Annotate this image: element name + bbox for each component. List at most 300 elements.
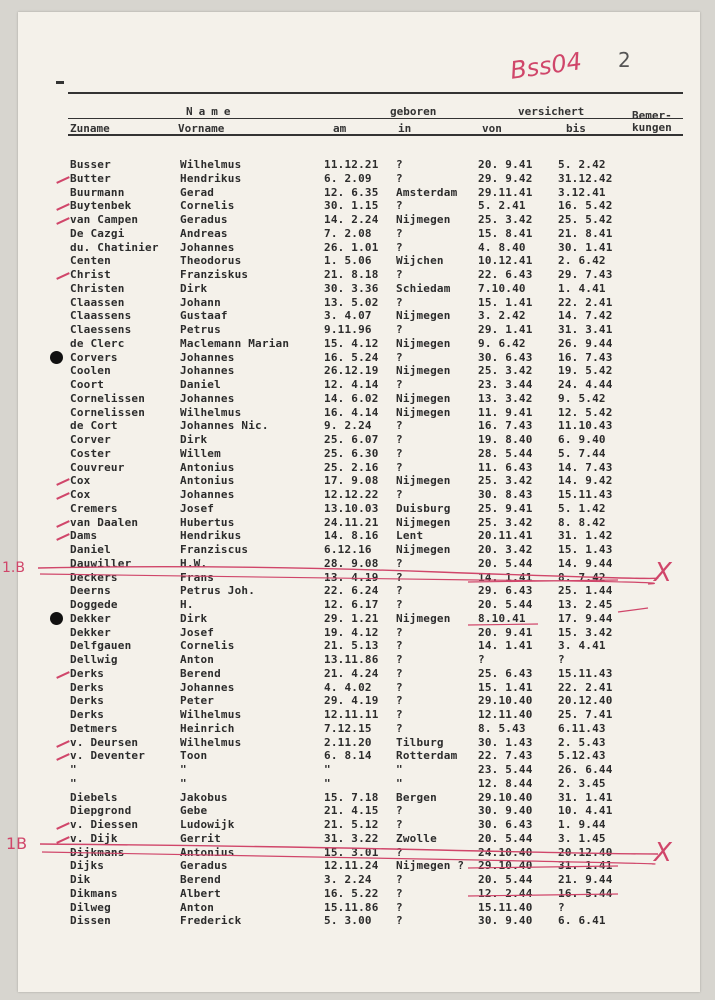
given-name-cell: Johannes (180, 488, 235, 501)
insured-from-cell: 15.11.40 (478, 900, 533, 914)
table-row (18, 791, 700, 805)
insured-to-cell: 22. 2.41 (558, 295, 613, 309)
birth-date-cell: 24.11.21 (324, 515, 379, 529)
header-given: Vorname (178, 122, 225, 135)
header-to: bis (566, 122, 586, 135)
given-name-cell: Peter (180, 694, 215, 708)
given-name-cell: Johannes (180, 680, 235, 694)
insured-to-cell: 3.12.41 (558, 185, 606, 199)
birth-place-cell: ? (396, 914, 403, 928)
header-born-group: geboren (390, 105, 437, 118)
birth-place-cell: Schiedam (396, 281, 451, 295)
insured-to-cell: 14. 7.42 (558, 309, 613, 323)
insured-from-cell: 25. 3.42 (478, 515, 533, 529)
table-row (18, 736, 700, 750)
insured-to-cell: 20.12.40 (558, 694, 613, 708)
insured-to-cell: 6.11.43 (558, 721, 606, 735)
birth-date-cell: 6. 8.14 (324, 749, 372, 763)
surname-cell: Derks (70, 666, 105, 680)
header-rule-bottom (68, 134, 683, 136)
table-row (18, 859, 700, 873)
birth-place-cell: ? (396, 446, 403, 460)
table-row (18, 612, 700, 626)
table-row (18, 557, 700, 571)
birth-place-cell: Nijmegen (396, 391, 451, 405)
insured-from-cell: 16. 7.43 (478, 419, 533, 433)
insured-from-cell: 28. 5.44 (478, 446, 533, 460)
birth-place-cell: Tilburg (396, 735, 444, 749)
red-tick-mark (56, 176, 70, 184)
surname-cell: de Clerc (70, 336, 125, 350)
birth-date-cell: 19. 4.12 (324, 625, 379, 639)
birth-date-cell: 30. 3.36 (324, 281, 379, 295)
punch-hole (50, 351, 63, 364)
surname-cell: Cremers (70, 501, 118, 515)
birth-date-cell: 16. 4.14 (324, 405, 379, 419)
birth-place-cell: ? (396, 900, 403, 914)
insured-to-cell: 31. 1.41 (558, 790, 613, 804)
insured-to-cell: 12. 5.42 (558, 405, 613, 419)
insured-from-cell: 20. 5.44 (478, 598, 533, 611)
insured-from-cell: 15. 1.41 (478, 295, 533, 309)
insured-to-cell: 25. 5.42 (558, 213, 613, 226)
table-row (18, 887, 700, 901)
insured-to-cell: 16. 5.42 (558, 199, 613, 213)
insured-to-cell: 5. 2.42 (558, 158, 606, 171)
surname-cell: Dauwiller (70, 556, 132, 570)
birth-place-cell: ? (396, 818, 403, 831)
surname-cell: Cox (70, 474, 91, 488)
given-name-cell: Dirk (180, 433, 208, 446)
table-row (18, 364, 700, 378)
birth-date-cell: 26. 1.01 (324, 240, 379, 254)
table-row (18, 584, 700, 598)
surname-cell: van Daalen (70, 515, 139, 529)
birth-place-cell: ? (396, 226, 403, 240)
insured-to-cell: 15.11.43 (558, 488, 613, 501)
insured-to-cell: 10. 4.41 (558, 804, 613, 818)
surname-cell: " (70, 763, 77, 776)
surname-cell: de Cort (70, 419, 118, 433)
surname-cell: Centen (70, 254, 111, 268)
given-name-cell: Petrus Joh. (180, 584, 256, 598)
insured-from-cell: 30. 8.43 (478, 488, 533, 501)
table-row (18, 461, 700, 475)
table-row (18, 653, 700, 667)
birth-date-cell: " (324, 776, 331, 790)
table-row (18, 722, 700, 736)
birth-date-cell: 12. 6.35 (324, 185, 379, 199)
birth-place-cell: ? (396, 433, 403, 446)
birth-date-cell: 13. 4.19 (324, 570, 379, 584)
given-name-cell: Gerad (180, 185, 215, 199)
red-tick-mark (56, 671, 70, 679)
insured-from-cell: 29. 9.42 (478, 171, 533, 185)
birth-place-cell: Nijmegen (396, 474, 451, 488)
header-insured-group: versichert (518, 105, 585, 118)
insured-from-cell: ? (478, 653, 485, 666)
birth-date-cell: 6.12.16 (324, 543, 372, 556)
insured-to-cell: 30. 1.41 (558, 240, 613, 254)
insured-from-cell: 20. 5.44 (478, 873, 533, 886)
insured-to-cell: 15.11.43 (558, 666, 613, 680)
birth-date-cell: 15.11.86 (324, 900, 379, 914)
table-row (18, 639, 700, 653)
red-tick-mark (56, 217, 70, 225)
table-row (18, 598, 700, 612)
birth-date-cell: 4. 4.02 (324, 680, 372, 694)
birth-place-cell: ? (396, 199, 403, 213)
surname-cell: Christen (70, 281, 125, 295)
insured-from-cell: 19. 8.40 (478, 433, 533, 446)
birth-date-cell: 16. 5.24 (324, 350, 379, 364)
surname-cell: Dellwig (70, 653, 118, 666)
header-born-in: in (398, 122, 412, 135)
surname-cell: " (70, 776, 77, 790)
given-name-cell: Gebe (180, 804, 208, 818)
insured-to-cell: ? (558, 653, 565, 666)
insured-from-cell: 8. 5.43 (478, 721, 526, 735)
birth-date-cell: 16. 5.22 (324, 886, 379, 900)
header-born-on: am (333, 122, 347, 135)
birth-date-cell: 26.12.19 (324, 364, 379, 378)
surname-cell: Dissen (70, 914, 111, 928)
given-name-cell: Wilhelmus (180, 405, 242, 419)
birth-date-cell: 3. 2.24 (324, 873, 372, 886)
insured-to-cell: 16. 7.43 (558, 350, 613, 364)
given-name-cell: Wilhelmus (180, 708, 242, 721)
insured-to-cell: 29. 7.43 (558, 268, 613, 281)
insured-from-cell: 22. 7.43 (478, 749, 533, 763)
table-row (18, 392, 700, 406)
given-name-cell: Geradus (180, 213, 228, 226)
insured-from-cell: 10.12.41 (478, 254, 533, 268)
birth-place-cell: ? (396, 680, 403, 694)
given-name-cell: Andreas (180, 226, 228, 240)
birth-place-cell: ? (396, 584, 403, 598)
surname-cell: Detmers (70, 721, 118, 735)
surname-cell: Derks (70, 708, 105, 721)
insured-to-cell: 20.12.40 (558, 845, 613, 859)
given-name-cell: Anton (180, 653, 215, 666)
birth-date-cell: 21. 4.24 (324, 666, 379, 680)
birth-date-cell: 14. 6.02 (324, 391, 379, 405)
insured-from-cell: 4. 8.40 (478, 240, 526, 254)
insured-to-cell: 15. 1.43 (558, 543, 613, 556)
surname-cell: Cox (70, 488, 91, 501)
insured-to-cell: 3. 1.45 (558, 831, 606, 845)
header-rule-top (68, 92, 683, 94)
table-row (18, 708, 700, 722)
insured-to-cell: 8. 8.42 (558, 515, 606, 529)
archive-number-annotation: Bss04 (508, 47, 584, 85)
given-name-cell: Hubertus (180, 515, 235, 529)
insured-from-cell: 29. 6.43 (478, 584, 533, 598)
surname-cell: Diebels (70, 790, 118, 804)
table-row (18, 516, 700, 530)
table-row (18, 667, 700, 681)
surname-cell: Derks (70, 680, 105, 694)
birth-date-cell: 13.10.03 (324, 501, 379, 515)
birth-place-cell: ? (396, 639, 403, 653)
given-name-cell: Theodorus (180, 254, 242, 268)
insured-to-cell: 5. 1.42 (558, 501, 606, 515)
given-name-cell: Heinrich (180, 721, 235, 735)
insured-from-cell: 7.10.40 (478, 281, 526, 295)
insured-from-cell: 29. 1.41 (478, 323, 533, 336)
table-row (18, 832, 700, 846)
birth-date-cell: 30. 1.15 (324, 199, 379, 213)
given-name-cell: Cornelis (180, 639, 235, 653)
surname-cell: Corvers (70, 350, 118, 364)
insured-from-cell: 30. 1.43 (478, 735, 533, 749)
given-name-cell: Johannes (180, 364, 235, 378)
birth-place-cell: ? (396, 804, 403, 818)
insured-to-cell: 14. 7.43 (558, 460, 613, 474)
birth-place-cell: Duisburg (396, 501, 451, 515)
birth-date-cell: 15. 3.01 (324, 845, 379, 859)
table-row (18, 213, 700, 227)
surname-cell: Dekker (70, 625, 111, 639)
surname-cell: v. Diessen (70, 818, 139, 831)
birth-place-cell: ? (396, 694, 403, 708)
insured-to-cell: 31.12.42 (558, 171, 613, 185)
birth-place-cell: Bergen (396, 790, 437, 804)
insured-to-cell: 15. 3.42 (558, 625, 613, 639)
insured-to-cell: 14. 9.42 (558, 474, 613, 488)
table-row (18, 846, 700, 860)
insured-to-cell: 5. 7.44 (558, 446, 606, 460)
given-name-cell: H. (180, 598, 194, 611)
birth-date-cell: 9.11.96 (324, 323, 372, 336)
birth-date-cell: 15. 7.18 (324, 790, 379, 804)
table-row (18, 268, 700, 282)
table-row (18, 282, 700, 296)
header-name-group: Name (186, 105, 237, 118)
birth-place-cell: Rotterdam (396, 749, 458, 763)
surname-cell: Coster (70, 446, 111, 460)
insured-from-cell: 14. 1.41 (478, 570, 533, 584)
insured-to-cell: 16. 5.44 (558, 886, 613, 900)
insured-from-cell: 20.11.41 (478, 529, 533, 543)
insured-from-cell: 12. 8.44 (478, 776, 533, 790)
birth-place-cell: ? (396, 350, 403, 364)
given-name-cell: Albert (180, 886, 221, 900)
table-row (18, 186, 700, 200)
insured-from-cell: 13. 3.42 (478, 391, 533, 405)
birth-date-cell: 29. 1.21 (324, 611, 379, 625)
surname-cell: Cornelissen (70, 391, 146, 405)
birth-date-cell: 22. 6.24 (324, 584, 379, 598)
header-rule-mid (68, 118, 683, 119)
surname-cell: Deckers (70, 570, 118, 584)
table-row (18, 254, 700, 268)
surname-cell: Christ (70, 268, 111, 281)
punch-hole (50, 612, 63, 625)
birth-date-cell: 31. 3.22 (324, 831, 379, 845)
given-name-cell: Maclemann Marian (180, 336, 290, 350)
insured-to-cell: 31. 1.42 (558, 529, 613, 543)
insured-from-cell: 29.10.40 (478, 859, 533, 873)
insured-from-cell: 11. 6.43 (478, 460, 533, 474)
birth-place-cell: Nijmegen (396, 515, 451, 529)
birth-date-cell: 25. 6.30 (324, 446, 379, 460)
given-name-cell: Dirk (180, 611, 208, 625)
insured-from-cell: 12.11.40 (478, 708, 533, 721)
table-row (18, 763, 700, 777)
insured-from-cell: 30. 6.43 (478, 350, 533, 364)
surname-cell: Dik (70, 873, 91, 886)
insured-to-cell: 31. 1.41 (558, 859, 613, 873)
birth-place-cell: ? (396, 240, 403, 254)
insured-from-cell: 3. 2.42 (478, 309, 526, 323)
table-row (18, 901, 700, 915)
given-name-cell: Cornelis (180, 199, 235, 213)
margin-mark (56, 81, 64, 84)
given-name-cell: Berend (180, 666, 221, 680)
birth-date-cell: 29. 4.19 (324, 694, 379, 708)
given-name-cell: H.W. (180, 556, 208, 570)
insured-to-cell: 24. 4.44 (558, 378, 613, 391)
birth-date-cell: 28. 9.08 (324, 556, 379, 570)
table-row (18, 571, 700, 585)
birth-date-cell: 12. 4.14 (324, 378, 379, 391)
surname-cell: De Cazgi (70, 226, 125, 240)
birth-date-cell: 13.11.86 (324, 653, 379, 666)
insured-from-cell: 25. 3.42 (478, 213, 533, 226)
table-row (18, 529, 700, 543)
red-tick-mark (56, 533, 70, 541)
given-name-cell: Hendrikus (180, 529, 242, 543)
birth-place-cell: Nijmegen (396, 611, 451, 625)
birth-place-cell: ? (396, 488, 403, 501)
insured-to-cell: 17. 9.44 (558, 611, 613, 625)
given-name-cell: Hendrikus (180, 171, 242, 185)
given-name-cell: Anton (180, 900, 215, 914)
surname-cell: v. Deursen (70, 735, 139, 749)
table-row (18, 626, 700, 640)
birth-place-cell: Nijmegen (396, 336, 451, 350)
insured-to-cell: 25. 7.41 (558, 708, 613, 721)
insured-from-cell: 30. 9.40 (478, 914, 533, 928)
birth-date-cell: 21. 5.13 (324, 639, 379, 653)
document-page (2, 12, 700, 992)
table-row (18, 873, 700, 887)
surname-cell: Doggede (70, 598, 118, 611)
insured-from-cell: 24.10.40 (478, 845, 533, 859)
surname-cell: Dikmans (70, 886, 118, 900)
birth-date-cell: 2.11.20 (324, 735, 372, 749)
table-row (18, 227, 700, 241)
insured-to-cell: 2. 5.43 (558, 735, 606, 749)
birth-date-cell: 7.12.15 (324, 721, 372, 735)
birth-date-cell: 21. 5.12 (324, 818, 379, 831)
table-row (18, 543, 700, 557)
given-name-cell: Franziskus (180, 268, 249, 281)
table-row (18, 351, 700, 365)
surname-cell: Corver (70, 433, 111, 446)
birth-place-cell: Nijmegen ? (396, 859, 465, 873)
birth-place-cell: ? (396, 171, 403, 185)
given-name-cell: Johannes (180, 240, 235, 254)
birth-date-cell: 21. 8.18 (324, 268, 379, 281)
insured-to-cell: 5.12.43 (558, 749, 606, 763)
mark-1b-lower: 1B (6, 834, 28, 853)
given-name-cell: Antonius (180, 460, 235, 474)
insured-to-cell: 3. 4.41 (558, 639, 606, 653)
given-name-cell: Antonius (180, 845, 235, 859)
insured-to-cell: 2. 3.45 (558, 776, 606, 790)
insured-from-cell: 20. 9.41 (478, 158, 533, 171)
insured-from-cell: 12. 2.44 (478, 886, 533, 900)
insured-from-cell: 9. 6.42 (478, 336, 526, 350)
birth-date-cell: 12. 6.17 (324, 598, 379, 611)
birth-date-cell: 25. 2.16 (324, 460, 379, 474)
birth-place-cell: ? (396, 419, 403, 433)
insured-from-cell: 20. 9.41 (478, 625, 533, 639)
insured-from-cell: 5. 2.41 (478, 199, 526, 213)
red-tick-mark (56, 492, 70, 500)
birth-place-cell: Zwolle (396, 831, 437, 845)
surname-cell: Dilweg (70, 900, 111, 914)
table-row (18, 749, 700, 763)
table-row (18, 241, 700, 255)
surname-cell: Diepgrond (70, 804, 132, 818)
insured-to-cell: 25. 1.44 (558, 584, 613, 598)
insured-to-cell: 31. 3.41 (558, 323, 613, 336)
birth-place-cell: ? (396, 886, 403, 900)
surname-cell: Dekker (70, 611, 111, 625)
surname-cell: v. Dijk (70, 831, 118, 845)
check-mark-lower: X (654, 838, 672, 868)
given-name-cell: Johann (180, 295, 221, 309)
insured-to-cell: 6. 6.41 (558, 914, 606, 928)
birth-place-cell: Amsterdam (396, 185, 458, 199)
insured-to-cell: 14. 9.44 (558, 556, 613, 570)
birth-place-cell: ? (396, 845, 403, 859)
given-name-cell: Wilhelmus (180, 158, 242, 171)
header-surname: Zuname (70, 122, 110, 135)
birth-place-cell: Lent (396, 529, 424, 543)
given-name-cell: Frans (180, 570, 215, 584)
table-row (18, 488, 700, 502)
table-row (18, 818, 700, 832)
table-row (18, 172, 700, 186)
birth-place-cell: Nijmegen (396, 213, 451, 226)
table-row (18, 447, 700, 461)
insured-from-cell: 25. 6.43 (478, 666, 533, 680)
birth-date-cell: 6. 2.09 (324, 171, 372, 185)
check-mark-upper: X (654, 558, 672, 588)
given-name-cell: Gerrit (180, 831, 221, 845)
given-name-cell: Josef (180, 501, 215, 515)
table-row (18, 804, 700, 818)
insured-to-cell: 21. 9.44 (558, 873, 613, 886)
red-tick-mark (56, 836, 70, 844)
insured-from-cell: 23. 3.44 (478, 378, 533, 391)
table-row (18, 309, 700, 323)
insured-from-cell: 22. 6.43 (478, 268, 533, 281)
table-row (18, 323, 700, 337)
given-name-cell: Frederick (180, 914, 242, 928)
insured-from-cell: 15. 1.41 (478, 680, 533, 694)
birth-date-cell: 25. 6.07 (324, 433, 379, 446)
given-name-cell: Dirk (180, 281, 208, 295)
surname-cell: Deerns (70, 584, 111, 598)
birth-place-cell: ? (396, 158, 403, 171)
table-row (18, 296, 700, 310)
given-name-cell: Johannes (180, 391, 235, 405)
